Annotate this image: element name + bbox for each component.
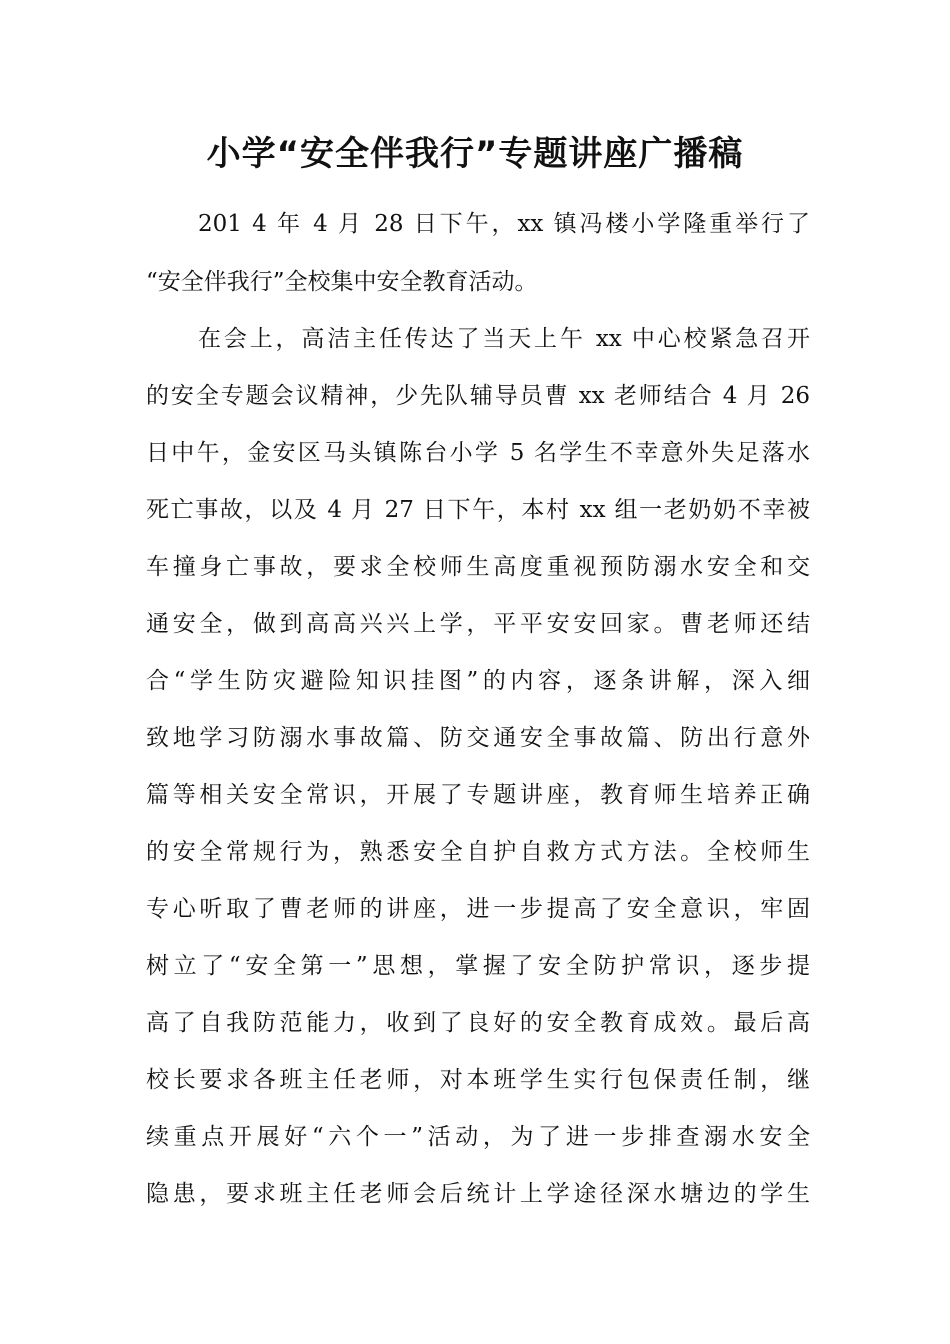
paragraph-line: 隐患，要求班主任老师会后统计上学途径深水塘边的学生 <box>146 1181 810 1207</box>
paragraph-line: 通安全，做到高高兴兴上学，平平安安回家。曹老师还结 <box>146 611 810 637</box>
paragraph-line: 篇等相关安全常识，开展了专题讲座，教育师生培养正确 <box>146 782 810 808</box>
paragraph-line: 201 4 年 4 月 28 日下午，xx 镇冯楼小学隆重举行了 <box>198 211 810 237</box>
paragraph-line: 续重点开展好“六个一”活动，为了进一步排查溺水安全 <box>146 1124 810 1150</box>
document-title: 小学“安全伴我行”专题讲座广播稿 <box>206 134 744 174</box>
paragraph-line: 的安全常规行为，熟悉安全自护自救方式方法。全校师生 <box>146 839 810 865</box>
paragraph-line: 日中午，金安区马头镇陈台小学 5 名学生不幸意外失足落水 <box>146 440 810 466</box>
paragraph-line: 专心听取了曹老师的讲座，进一步提高了安全意识，牢固 <box>146 896 810 922</box>
paragraph-line: “安全伴我行”全校集中安全教育活动。 <box>146 269 538 295</box>
paragraph-line: 车撞身亡事故，要求全校师生高度重视预防溺水安全和交 <box>146 554 810 580</box>
paragraph-line: 死亡事故，以及 4 月 27 日下午，本村 xx 组一老奶奶不幸被 <box>146 497 810 523</box>
paragraph-line: 树立了“安全第一”思想，掌握了安全防护常识，逐步提 <box>146 953 810 979</box>
paragraph-line: 的安全专题会议精神，少先队辅导员曹 xx 老师结合 4 月 26 <box>146 383 810 409</box>
paragraph-line: 合“学生防灾避险知识挂图”的内容，逐条讲解，深入细 <box>146 668 810 694</box>
paragraph-line: 在会上，高洁主任传达了当天上午 xx 中心校紧急召开 <box>198 326 810 352</box>
paragraph-line: 致地学习防溺水事故篇、防交通安全事故篇、防出行意外 <box>146 725 810 751</box>
paragraph-line: 校长要求各班主任老师，对本班学生实行包保责任制，继 <box>146 1067 810 1093</box>
paragraph-line: 高了自我防范能力，收到了良好的安全教育成效。最后高 <box>146 1010 810 1036</box>
